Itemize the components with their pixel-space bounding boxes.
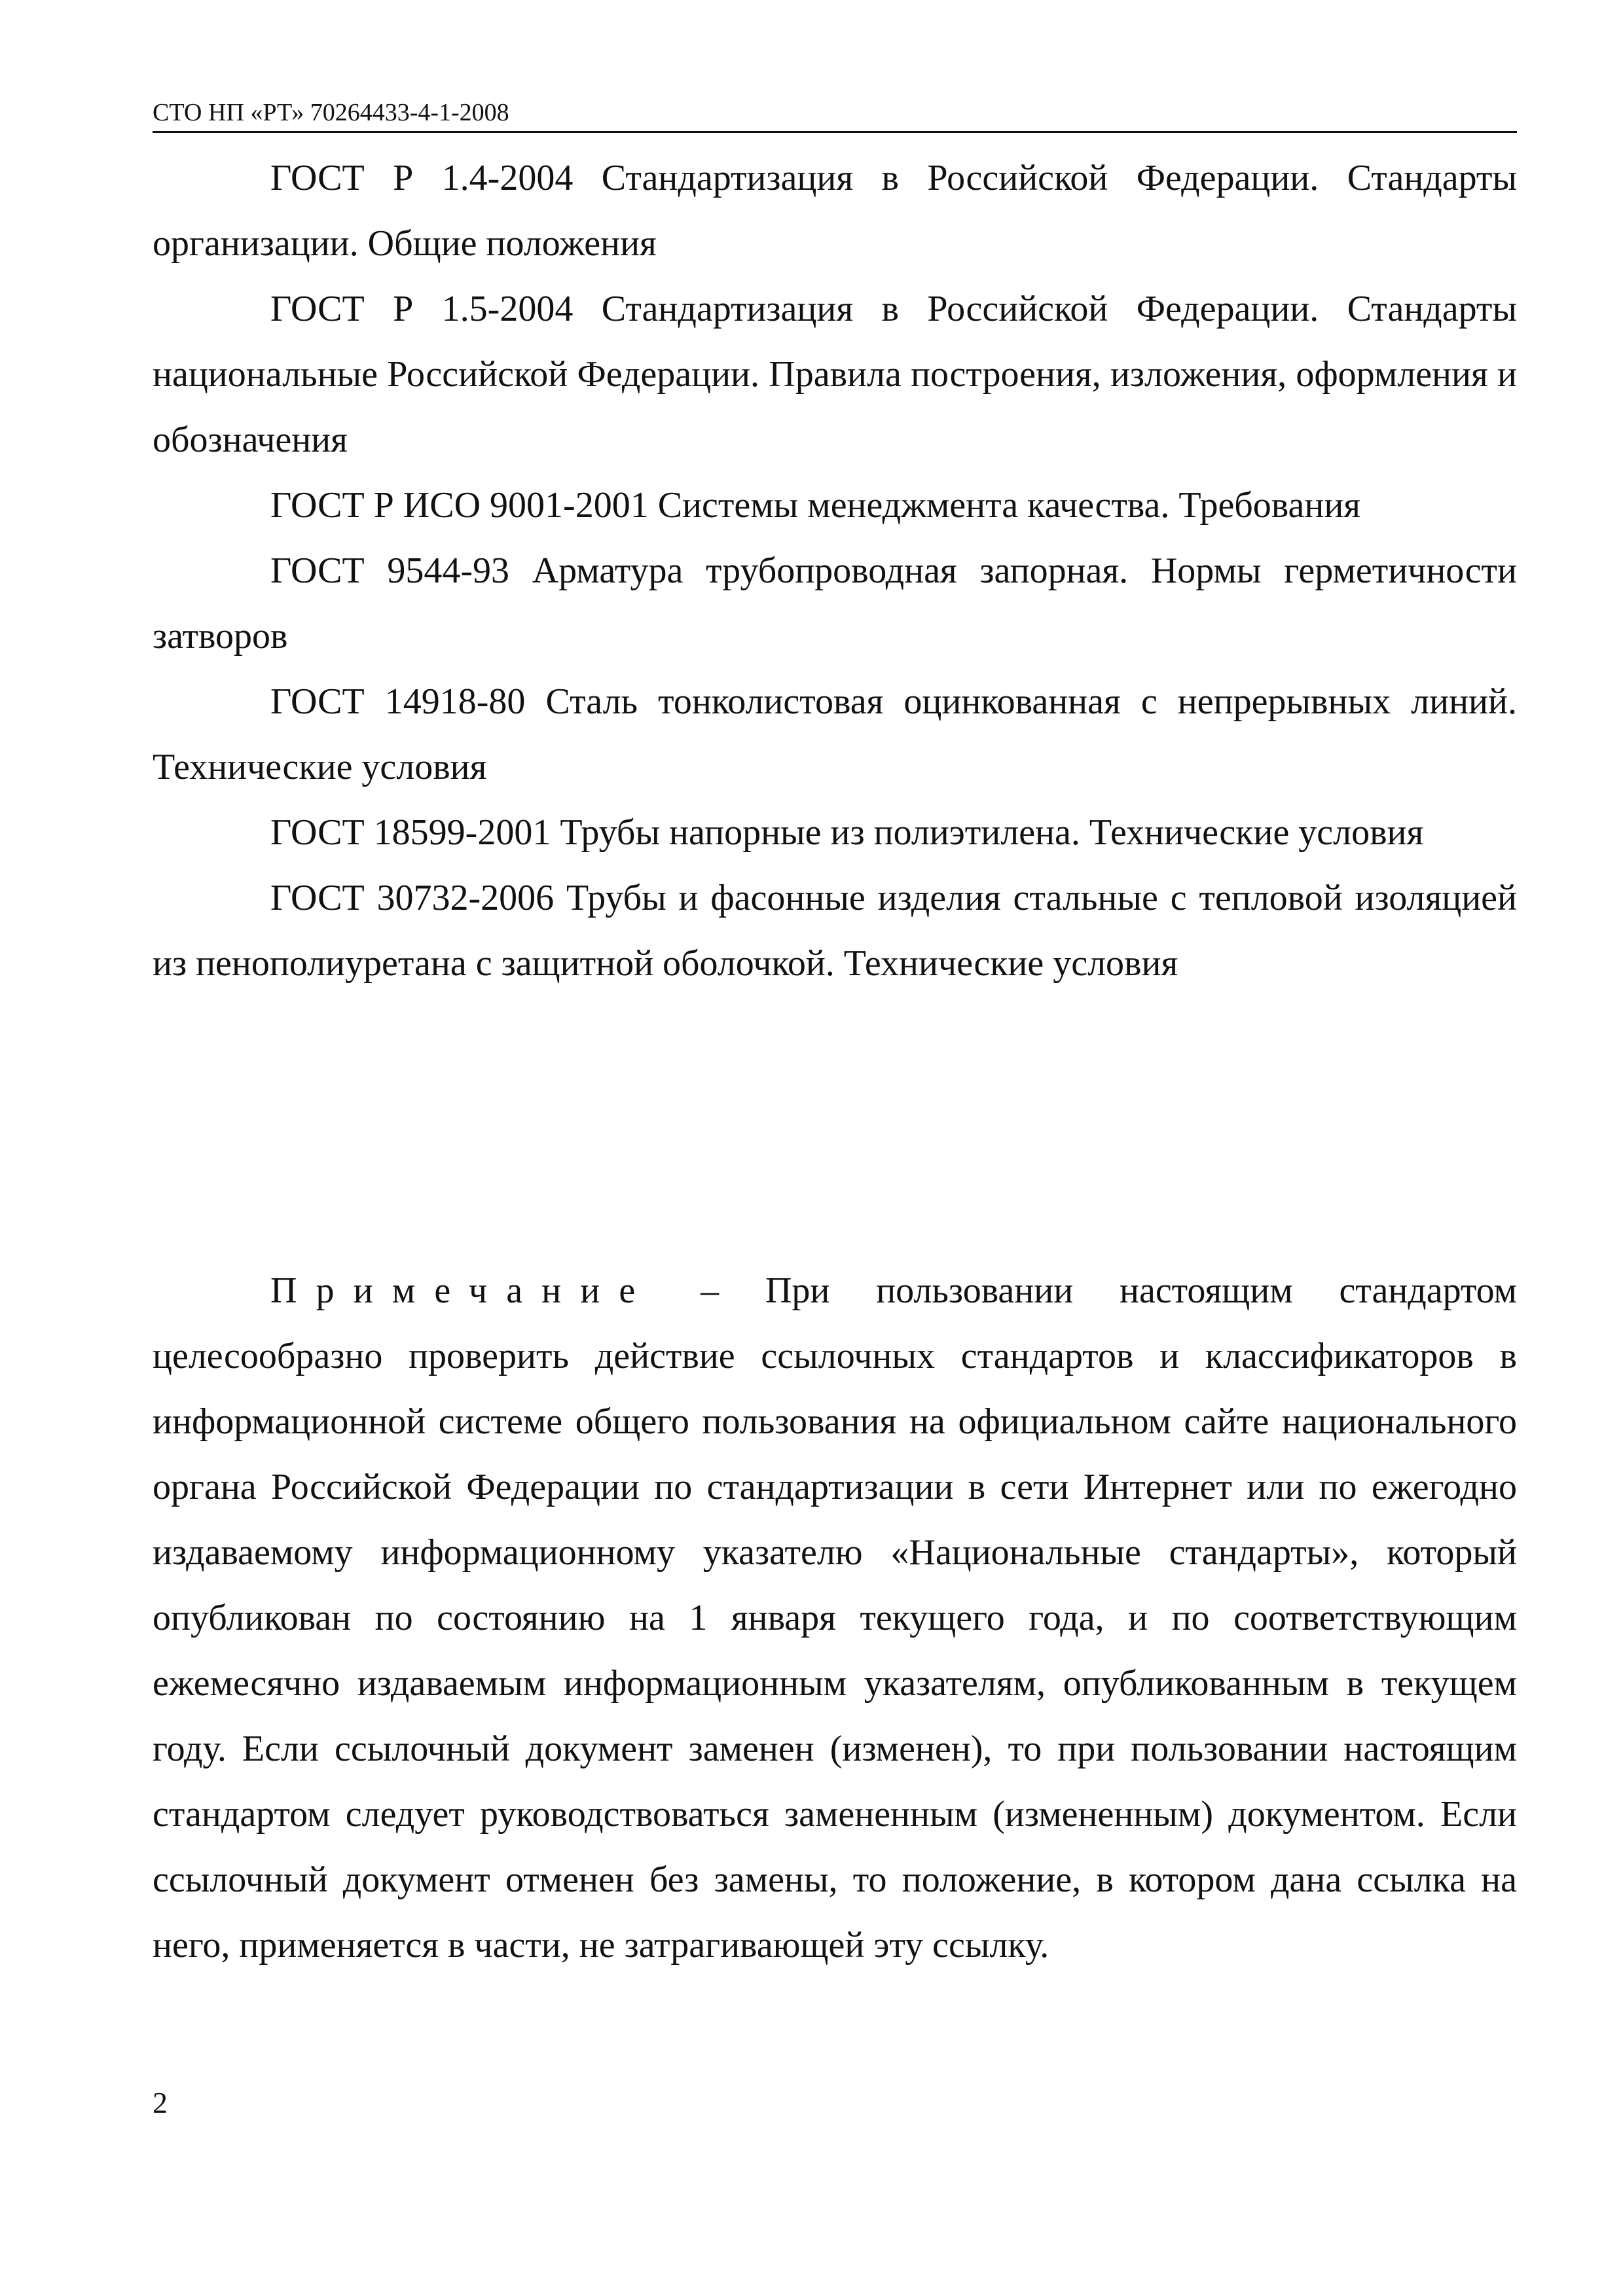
normative-reference-gost-30732: ГОСТ 30732-2006 Трубы и фасонные изделия стальные с тепловой изоляцией из пенополиуретана с защитной оболочкой. Технические условия	[153, 878, 1517, 984]
page-number: 2	[153, 2086, 168, 2119]
note-paragraph	[153, 1258, 1517, 1978]
normative-reference-gost-r-1-5: ГОСТ Р 1.5-2004 Стандартизация в Российской Федерации. Стандарты национальные Российской Федерации. Правила построения, изложения, оформления и обозначения	[153, 289, 1517, 460]
page-header	[153, 92, 1517, 133]
normative-reference-gost-r-iso-9001: ГОСТ Р ИСО 9001-2001 Системы менеджмента качества. Требования	[270, 485, 1361, 526]
document-body	[153, 145, 1517, 1978]
normative-reference-gost-9544: ГОСТ 9544-93 Арматура трубопроводная запорная. Нормы герметичности затворов	[153, 550, 1517, 656]
normative-reference-gost-18599: ГОСТ 18599-2001 Трубы напорные из полиэтилена. Технические условия	[270, 812, 1424, 853]
normative-reference-gost-r-1-4: ГОСТ Р 1.4-2004 Стандартизация в Российской Федерации. Стандарты организации. Общие положения	[153, 158, 1517, 264]
document-designation: СТО НП «РТ» 70264433-4-1-2008	[153, 99, 509, 126]
normative-reference-gost-14918: ГОСТ 14918-80 Сталь тонколистовая оцинкованная с непрерывных линий. Технические условия	[153, 681, 1517, 787]
note-label: Примечание	[270, 1270, 655, 1311]
note-text: – При пользовании настоящим стандартом целесообразно проверить действие ссылочных стандартов и классификаторов в информационной системе общего пользования на официальном сайте национального органа Российской Федерации по стандартизации в сети Интернет или по ежегодно издаваемому информационному указателю «Национальные стандарты», который опубликован по состоянию на 1 января текущего года, и по соответствующим ежемесячно издаваемым информационным указателям, опубликованным в текущем году. Если ссылочный документ заменен (изменен), то при пользовании настоящим стандартом следует руководствоваться замененным (измененным) документом. Если ссылочный документ отменен без замены, то положение, в котором дана ссылка на него, применяется в части, не затрагивающей эту ссылку.	[153, 1270, 1517, 1965]
